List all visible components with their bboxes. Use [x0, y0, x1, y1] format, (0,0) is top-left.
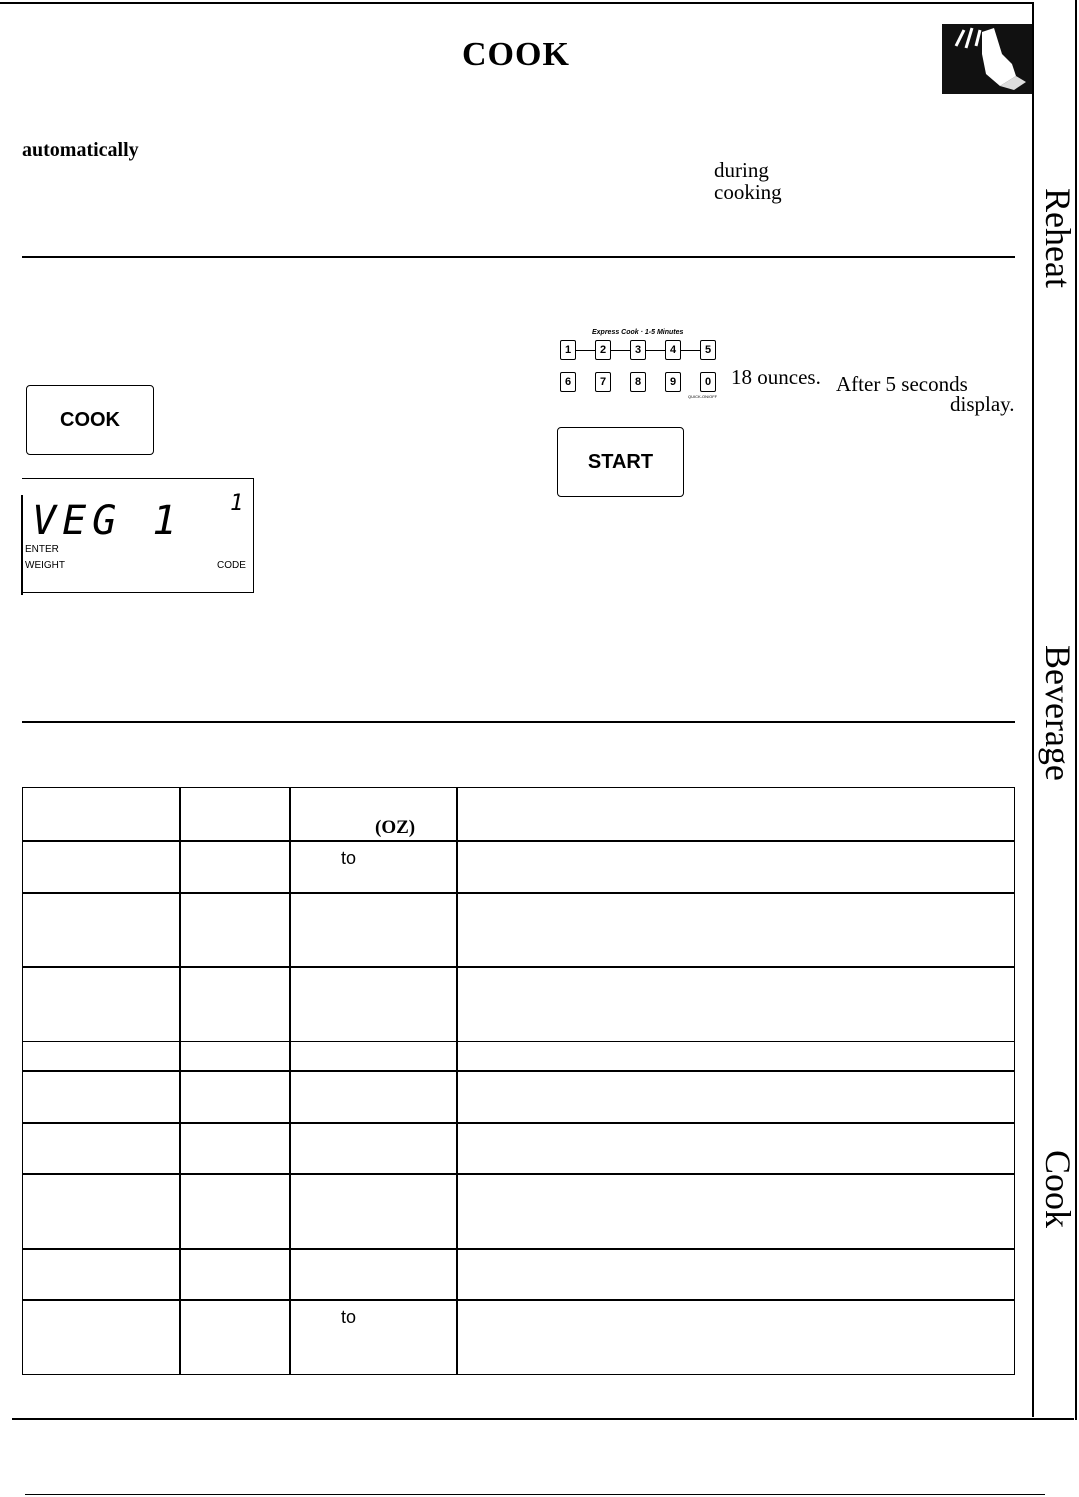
key-link-2-3	[611, 350, 630, 351]
lcd-display	[22, 478, 254, 593]
lcd-enter-label: ENTER	[25, 544, 59, 555]
side-tab-reheat: Reheat	[1038, 188, 1078, 288]
keypad	[560, 340, 720, 402]
key-0[interactable]: 0	[700, 372, 716, 392]
table-row-rule-1	[23, 840, 1014, 842]
table-cell-to-2: to	[341, 1307, 357, 1327]
table-row-rule-3	[23, 966, 1014, 968]
cook-button[interactable]: COOK	[26, 385, 154, 455]
key-link-3-4	[646, 350, 665, 351]
lcd-weight-label: WEIGHT	[25, 560, 65, 571]
keypad-caption: Express Cook · 1-5 Minutes	[592, 329, 684, 336]
intro-word: automatically	[22, 139, 139, 161]
key-4[interactable]: 4	[665, 340, 681, 360]
section-rule-1	[22, 256, 1015, 258]
food-table	[22, 787, 1015, 1375]
corner-tab	[942, 24, 1034, 94]
step-after: After 5 seconds	[836, 372, 968, 396]
table-row-rule-5	[23, 1070, 1014, 1072]
table-col-2	[289, 788, 291, 1374]
table-row-rule-7	[23, 1173, 1014, 1175]
table-row-rule-9	[23, 1299, 1014, 1301]
key-7[interactable]: 7	[595, 372, 611, 392]
table-col-1	[179, 788, 181, 1374]
note-during: during	[714, 158, 769, 182]
table-header-weight: (OZ)	[375, 817, 416, 838]
note-cooking: cooking	[714, 180, 782, 204]
page-title: COOK	[462, 36, 570, 73]
start-button[interactable]: START	[557, 427, 684, 497]
key-8[interactable]: 8	[630, 372, 646, 392]
lcd-segments: VEG 1	[32, 498, 183, 544]
top-rule	[0, 2, 1034, 4]
right-rule	[1032, 2, 1034, 1417]
hand-pressing-button-icon	[942, 24, 1034, 94]
table-row-rule-6	[23, 1122, 1014, 1124]
step-display: display.	[950, 392, 1015, 416]
lcd-left-edge	[21, 495, 23, 595]
table-row-rule-2	[23, 892, 1014, 894]
lcd-right-digit: 1	[230, 491, 250, 516]
key-2[interactable]: 2	[595, 340, 611, 360]
keypad-sub-label: QUICK-ON/OFF	[688, 394, 718, 399]
side-tab-cook: Cook	[1038, 1150, 1078, 1229]
lcd-code-label: CODE	[217, 560, 246, 571]
section-rule-2	[22, 721, 1015, 723]
key-3[interactable]: 3	[630, 340, 646, 360]
step-ounces: 18 ounces.	[731, 365, 821, 389]
table-row-rule-8	[23, 1248, 1014, 1250]
side-tab-beverage: Beverage	[1038, 645, 1078, 781]
bottom-rule-1	[12, 1418, 1074, 1420]
table-col-3	[456, 788, 458, 1374]
bottom-rule-2	[25, 1494, 1045, 1495]
table-cell-to-1: to	[341, 848, 357, 868]
key-6[interactable]: 6	[560, 372, 576, 392]
key-9[interactable]: 9	[665, 372, 681, 392]
table-row-rule-4	[23, 1041, 1014, 1042]
key-link-1-2	[576, 350, 595, 351]
key-1[interactable]: 1	[560, 340, 576, 360]
key-link-4-5	[681, 350, 700, 351]
key-5[interactable]: 5	[700, 340, 716, 360]
